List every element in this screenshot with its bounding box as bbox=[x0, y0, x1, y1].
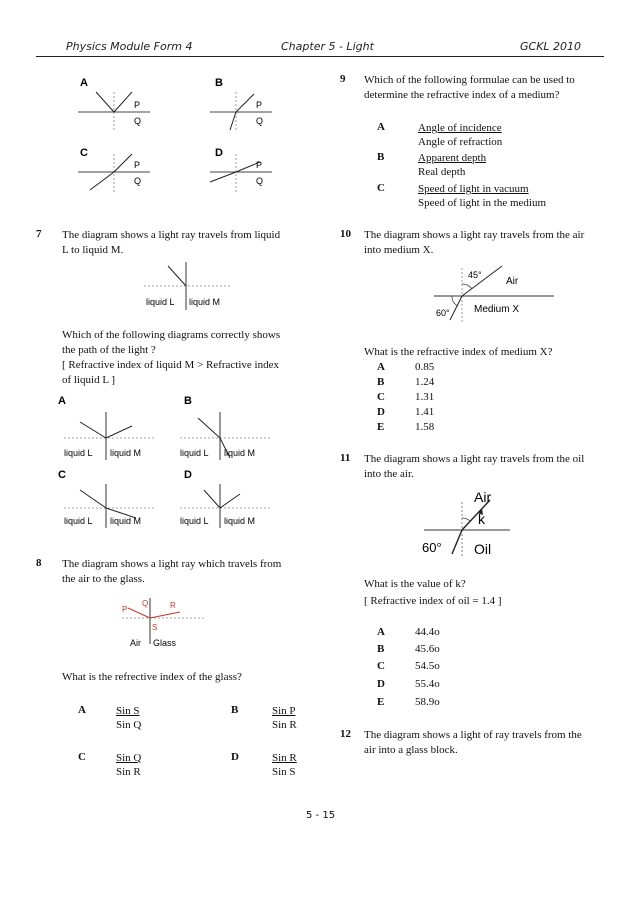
top-diagram-c-q: Q bbox=[134, 176, 142, 186]
top-diagram-a-p: P bbox=[134, 100, 141, 110]
q11-diagram bbox=[420, 488, 530, 560]
q8-option-d-den: Sin S bbox=[272, 766, 296, 778]
q9-option-a-letter: A bbox=[377, 121, 385, 133]
q9-text-1: Which of the following formulae can be used to bbox=[364, 74, 575, 86]
q8-option-b-frac bbox=[272, 704, 297, 732]
top-diagram-label-d: D bbox=[215, 147, 223, 159]
q9-option-c-num: Speed of light in vacuum bbox=[418, 183, 529, 195]
q10-ask: What is the refractive index of medium X? bbox=[364, 346, 553, 358]
q8-option-a-letter: A bbox=[78, 704, 86, 716]
top-diagram-c-p: P bbox=[134, 160, 141, 170]
q11-option-d-value: 55.4o bbox=[415, 678, 440, 690]
q8-option-a-frac bbox=[116, 704, 141, 732]
q10-diagram-medium: Medium X bbox=[474, 304, 520, 315]
q10-diagram-angle-top: 45° bbox=[468, 270, 482, 280]
top-diagram-label-b: B bbox=[215, 77, 223, 89]
q7-option-label-a: A bbox=[58, 395, 66, 407]
q8-option-b-num: Sin P bbox=[272, 705, 296, 717]
q8-option-d-frac bbox=[272, 751, 297, 779]
q11-diagram-oil: Oil bbox=[474, 541, 492, 557]
q7-diagram-right: liquid M bbox=[189, 297, 221, 307]
q7-option-label-b: B bbox=[184, 395, 192, 407]
q12-text-2: air into a glass block. bbox=[364, 744, 458, 756]
q9-option-c-letter: C bbox=[377, 182, 385, 194]
q10-option-c-letter: C bbox=[377, 391, 385, 403]
q11-option-c-letter: C bbox=[377, 660, 385, 672]
top-diagram-label-c: C bbox=[80, 147, 88, 159]
q8-text-2: the air to the glass. bbox=[62, 573, 145, 585]
q11-diagram-air: Air bbox=[474, 489, 492, 505]
header-center: Chapter 5 - Light bbox=[281, 40, 374, 53]
q7-option-b-right: liquid M bbox=[224, 448, 256, 458]
top-diagram-b bbox=[210, 77, 272, 132]
q11-text-1: The diagram shows a light ray travels from the oil bbox=[364, 453, 585, 465]
q8-option-b-den: Sin R bbox=[272, 719, 297, 731]
q9-number: 9 bbox=[340, 73, 346, 85]
q11-diagram-angle: 60° bbox=[422, 540, 442, 555]
q10-diagram-angle-bottom: 60° bbox=[436, 308, 450, 318]
q10-option-e-letter: E bbox=[377, 421, 385, 433]
q9-text-2: determine the refractive index of a medium? bbox=[364, 89, 560, 101]
q10-option-b-value: 1.24 bbox=[415, 376, 435, 388]
q8-diagram-r: R bbox=[170, 601, 176, 610]
q7-ask-3: [ Refractive index of liquid M > Refractive index bbox=[62, 359, 279, 371]
q7-diagram-left: liquid L bbox=[146, 297, 175, 307]
q7-option-a-right: liquid M bbox=[110, 448, 142, 458]
q10-number: 10 bbox=[340, 228, 351, 240]
top-diagram-b-q: Q bbox=[256, 116, 264, 126]
q8-diagram-left: Air bbox=[130, 638, 141, 648]
q10-option-e-value: 1.58 bbox=[415, 421, 435, 433]
q11-diagram-k: k bbox=[478, 511, 485, 527]
q10-text-1: The diagram shows a light ray travels from the air bbox=[364, 229, 585, 241]
q7-number: 7 bbox=[36, 228, 42, 240]
q10-option-c-value: 1.31 bbox=[415, 391, 435, 403]
q7-ask-1: Which of the following diagrams correctly shows bbox=[62, 329, 281, 341]
q11-option-a-letter: A bbox=[377, 626, 385, 638]
top-diagram-b-p: P bbox=[256, 100, 263, 110]
q7-option-label-d: D bbox=[184, 469, 192, 481]
q11-option-d-letter: D bbox=[377, 678, 385, 690]
q8-text-1: The diagram shows a light ray which travels from bbox=[62, 558, 282, 570]
q10-option-d-value: 1.41 bbox=[415, 406, 435, 418]
top-diagram-d-q: Q bbox=[256, 176, 264, 186]
q11-number: 11 bbox=[340, 452, 351, 464]
q8-option-c-frac bbox=[116, 751, 141, 779]
q7-option-d bbox=[180, 469, 270, 528]
q10-option-b-letter: B bbox=[377, 376, 385, 388]
q9-option-b-letter: B bbox=[377, 151, 385, 163]
q10-option-d-letter: D bbox=[377, 406, 385, 418]
q9-option-b-den: Real depth bbox=[418, 166, 466, 178]
q11-text-2: into the air. bbox=[364, 468, 414, 480]
q9-option-a-den: Angle of refraction bbox=[418, 136, 503, 148]
q11-option-e-value: 58.9o bbox=[415, 696, 440, 708]
top-diagram-a bbox=[78, 77, 150, 132]
q10-option-a-value: 0.85 bbox=[415, 361, 435, 373]
header-left: Physics Module Form 4 bbox=[66, 40, 193, 53]
top-diagram-d-p: P bbox=[256, 160, 263, 170]
q7-option-label-c: C bbox=[58, 469, 66, 481]
q8-option-a-num: Sin S bbox=[116, 705, 140, 717]
q7-option-c-right: liquid M bbox=[110, 516, 142, 526]
q9-option-c-frac bbox=[418, 182, 546, 210]
q11-option-a-value: 44.4o bbox=[415, 626, 440, 638]
q11-option-c-value: 54.5o bbox=[415, 660, 440, 672]
q7-text-1: The diagram shows a light ray travels from liquid bbox=[62, 229, 281, 241]
q7-option-d-left: liquid L bbox=[180, 516, 209, 526]
page-number: 5 - 15 bbox=[306, 810, 336, 821]
q8-option-c-letter: C bbox=[78, 751, 86, 763]
top-diagram-c bbox=[78, 147, 150, 192]
q9-option-b-num: Apparent depth bbox=[418, 152, 487, 164]
q8-diagram-s: S bbox=[152, 623, 158, 632]
q9-option-a-num: Angle of incidence bbox=[418, 122, 502, 134]
top-diagram-a-q: Q bbox=[134, 116, 142, 126]
header-rule bbox=[36, 56, 604, 57]
q8-ask: What is the refrective index of the glass? bbox=[62, 671, 242, 683]
q8-number: 8 bbox=[36, 557, 42, 569]
q8-option-c-num: Sin Q bbox=[116, 752, 142, 764]
q8-diagram-q: Q bbox=[142, 599, 149, 608]
q7-text-2: L to liquid M. bbox=[62, 244, 124, 256]
q7-option-diagrams bbox=[56, 392, 296, 532]
q11-ask-2: [ Refractive index of oil = 1.4 ] bbox=[364, 595, 502, 607]
q7-option-b bbox=[180, 395, 270, 460]
q10-text-2: into medium X. bbox=[364, 244, 434, 256]
q9-option-b-frac bbox=[418, 151, 486, 179]
q8-option-a-den: Sin Q bbox=[116, 719, 142, 731]
q9-option-a-frac bbox=[418, 121, 502, 149]
header-right: GCKL 2010 bbox=[520, 40, 582, 53]
q7-option-d-right: liquid M bbox=[224, 516, 256, 526]
q11-option-b-value: 45.6o bbox=[415, 643, 440, 655]
q8-option-d-num: Sin R bbox=[272, 752, 297, 764]
q10-diagram-air: Air bbox=[506, 276, 519, 287]
q12-number: 12 bbox=[340, 728, 351, 740]
q8-diagram-right: Glass bbox=[153, 638, 177, 648]
top-diagram-d bbox=[210, 147, 272, 192]
q10-option-a-letter: A bbox=[377, 361, 385, 373]
q9-option-c-den: Speed of light in the medium bbox=[418, 197, 547, 209]
q8-option-d-letter: D bbox=[231, 751, 239, 763]
q11-option-e-letter: E bbox=[377, 696, 385, 708]
q8-diagram-p: P bbox=[122, 605, 128, 614]
q7-option-a-left: liquid L bbox=[64, 448, 93, 458]
q10-diagram bbox=[430, 262, 560, 326]
q12-text-1: The diagram shows a light of ray travels from the bbox=[364, 729, 582, 741]
q8-diagram bbox=[116, 594, 216, 652]
q11-option-b-letter: B bbox=[377, 643, 385, 655]
q11-ask-1: What is the value of k? bbox=[364, 578, 466, 590]
q8-option-b-letter: B bbox=[231, 704, 239, 716]
q8-option-c-den: Sin R bbox=[116, 766, 141, 778]
top-diagram-label-a: A bbox=[80, 77, 88, 89]
q7-option-c bbox=[58, 469, 156, 528]
q7-option-a bbox=[58, 395, 156, 460]
q7-ask-2: the path of the light ? bbox=[62, 344, 156, 356]
top-diagrams bbox=[60, 70, 300, 200]
q7-ask-4: of liquid L ] bbox=[62, 374, 116, 386]
q7-option-b-left: liquid L bbox=[180, 448, 209, 458]
q7-option-c-left: liquid L bbox=[64, 516, 93, 526]
q7-diagram bbox=[140, 258, 240, 314]
